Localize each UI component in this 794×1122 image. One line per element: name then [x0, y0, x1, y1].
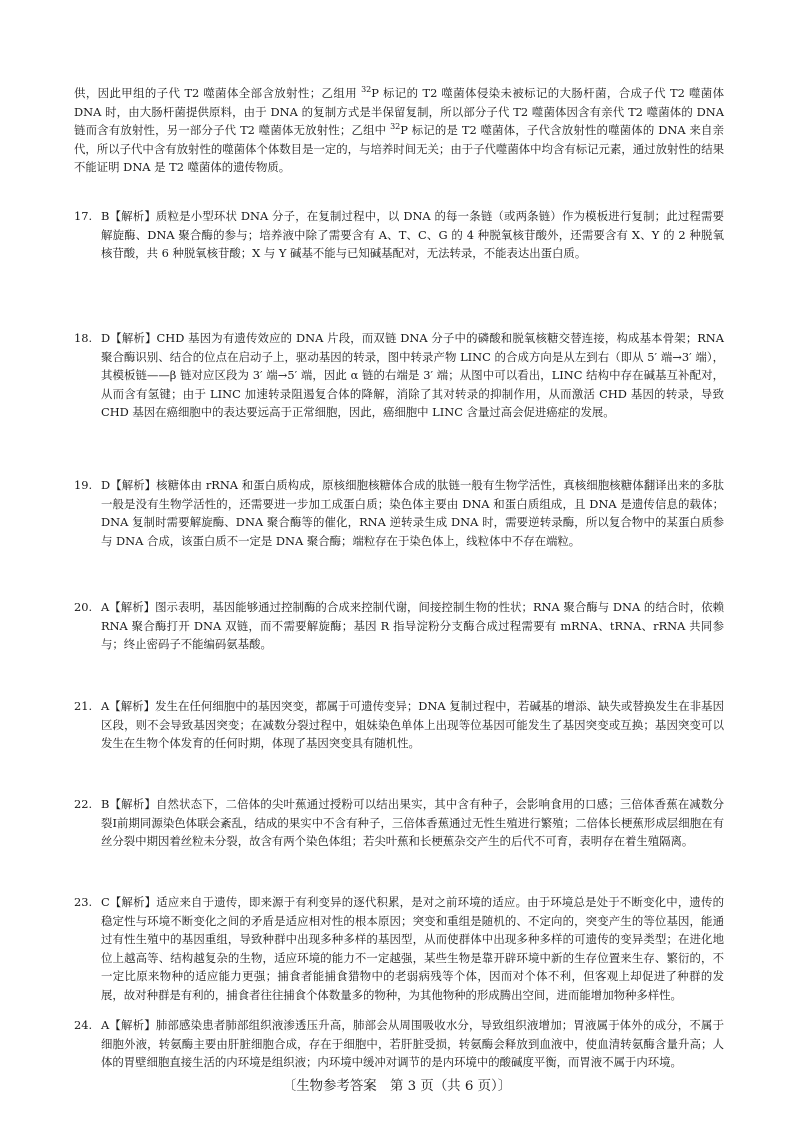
answer-item-17: [74, 207, 724, 263]
item-number: 22.: [74, 797, 93, 811]
intro-text-2: P 标记的 T2 噬菌体侵染未被标记的大肠杆菌，合成子代 T2 噬菌体 DNA 时，由大肠杆菌提供原料，由于 DNA 的复制方式是半保留复制，所以部分子代 T2 噬菌体因含有亲代 T2 噬菌体的 DNA 链而含有放射性，另一部分子代 T2 噬菌体无放射性；乙组中: [74, 86, 724, 137]
item-explanation: D【解析】核糖体由 rRNA 和蛋白质构成，原核细胞核糖体合成的肽链一般有生物学活性，真核细胞核糖体翻译出来的多肽一般是没有生物学活性的，还需要进一步加工成蛋白质；染色体主要由 DNA 和蛋白质组成，且 DNA 是遗传信息的载体；DNA 复制时需要解旋酶、DNA 聚合酶等的催化，RNA 逆转录生成 DNA 时，需要逆转录酶，所以复合物中的某蛋白质参与 DNA 合成，该蛋白质不一定是 DNA 聚合酶；端粒存在于染色体上，线粒体中不存在端粒。: [101, 478, 724, 548]
item-number: 18.: [74, 331, 93, 345]
item-number: 24.: [74, 1018, 93, 1032]
item-number: 21.: [74, 699, 93, 713]
answer-item-22: [74, 795, 724, 851]
answer-item-21: [74, 697, 724, 753]
item-explanation: B【解析】质粒是小型环状 DNA 分子，在复制过程中，以 DNA 的每一条链（或两条链）作为模板进行复制；此过程需要解旋酶、DNA 聚合酶的参与；培养液中除了需要含有 A、T、C、G 的 4 种脱氧核苷酸外，还需要含有 X、Y 的 2 种脱氧核苷酸，共 6 种脱氧核苷酸；X 与 Y 碱基不能与已知碱基配对，无法转录，不能表达出蛋白质。: [101, 209, 724, 260]
intro-text-3: P 标记的是 T2 噬菌体，子代含放射性的噬菌体的 DNA 来自亲代，所以子代中含有放射性的噬菌体个体数目是一定的，与培养时间无关；由于子代噬菌体中均含有标记元素，通过放射性的结果不能证明 DNA 是 T2 噬菌体的遗传物质。: [74, 123, 724, 174]
item-explanation: A【解析】肺部感染患者肺部组织液渗透压升高，肺部会从周围吸收水分，导致组织液增加；胃液属于体外的成分，不属于细胞外液，转氨酶主要由肝脏细胞合成，存在于细胞中，若肝脏受损，转氨酶会释放到血液中，使血清转氨酶含量升高；人体的胃壁细胞直接生活的内环境是组织液；内环境中缓冲对调节的是内环境中的酸碱度平衡，而胃液不属于内环境。: [101, 1018, 724, 1069]
item-number: 20.: [74, 600, 93, 614]
answer-item-19: [74, 476, 724, 550]
continued-paragraph: [74, 84, 724, 177]
answer-item-20: [74, 598, 724, 654]
item-number: 17.: [74, 209, 93, 223]
item-explanation: B【解析】自然状态下，二倍体的尖叶蕉通过授粉可以结出果实，其中含有种子，会影响食用的口感；三倍体香蕉在减数分裂Ⅰ前期同源染色体联会紊乱，结成的果实中不含有种子，三倍体香蕉通过无性生殖进行繁殖；二倍体长梗蕉形成层细胞在有丝分裂中期因着丝粒未分裂，故含有两个染色体组；若尖叶蕉和长梗蕉杂交产生的后代不可育，表明存在着生殖隔离。: [101, 797, 724, 848]
isotope-superscript-1: 32: [361, 85, 372, 94]
answer-item-18: [74, 329, 724, 422]
item-number: 23.: [74, 895, 93, 909]
item-explanation: C【解析】适应来自于遗传，即来源于有利变异的逐代积累，是对之前环境的适应。由于环境总是处于不断变化中，遗传的稳定性与环境不断变化之间的矛盾是适应相对性的根本原因；突变和重组是随机的、不定向的，突变产生的等位基因，能通过有性生殖中的基因重组，导致种群中出现多种多样的基因型，从而使群体中出现多种多样的可遗传的变异类型；在进化地位上越高等、结构越复杂的生物，适应环境的能力不一定越强，某些生物是靠开辟环境中新的生存位置来生存、繁衍的，不一定比原来物种的适应能力更强；捕食者能捕食猎物中的老弱病残等个体，因而对个体不利，但客观上却促进了种群的发展，故对种群是有利的，捕食者往往捕食个体数量多的物种，为其他物种的形成腾出空间，进而能增加物种多样性。: [101, 895, 724, 1002]
item-explanation: D【解析】CHD 基因为有遗传效应的 DNA 片段，而双链 DNA 分子中的磷酸和脱氧核糖交替连接，构成基本骨架；RNA 聚合酶识别、结合的位点在启动子上，驱动基因的转录，图中转录产物 LINC 的合成方向是从左到右（即从 5′ 端→3′ 端），其模板链——β 链对应区段为 3′ 端→5′ 端，因此 α 链的右端是 3′ 端；从图中可以看出，LINC 结构中存在碱基互补配对，从而含有氢键；由于 LINC 加速转录阻遏复合体的降解，消除了其对转录的抑制作用，从而激活 CHD 基因的转录，导致 CHD 基因在癌细胞中的表达要远高于正常细胞，因此，癌细胞中 LINC 含量过高会促进癌症的发展。: [101, 331, 724, 419]
intro-text-1: 供，因此甲组的子代 T2 噬菌体全部含放射性；乙组用: [74, 86, 362, 100]
answer-item-23: [74, 893, 724, 1004]
page-footer: 〔生物参考答案 第 3 页（共 6 页）〕: [282, 1079, 512, 1094]
item-number: 19.: [74, 478, 93, 492]
isotope-superscript-2: 32: [390, 122, 401, 131]
item-explanation: A【解析】发生在任何细胞中的基因突变，都属于可遗传变异；DNA 复制过程中，若碱基的增添、缺失或替换发生在非基因区段，则不会导致基因突变；在减数分裂过程中，姐妹染色单体上出现等位基因可能发生了基因突变或互换；基因突变可以发生在生物个体发育的任何时期，体现了基因突变具有随机性。: [101, 699, 724, 750]
answer-item-24: [74, 1016, 724, 1072]
item-explanation: A【解析】图示表明，基因能够通过控制酶的合成来控制代谢，间接控制生物的性状；RNA 聚合酶与 DNA 的结合时，依赖 RNA 聚合酶打开 DNA 双链，而不需要解旋酶；基因 R 指导淀粉分支酶合成过程需要有 mRNA、tRNA、rRNA 共同参与；终止密码子不能编码氨基酸。: [101, 600, 724, 651]
